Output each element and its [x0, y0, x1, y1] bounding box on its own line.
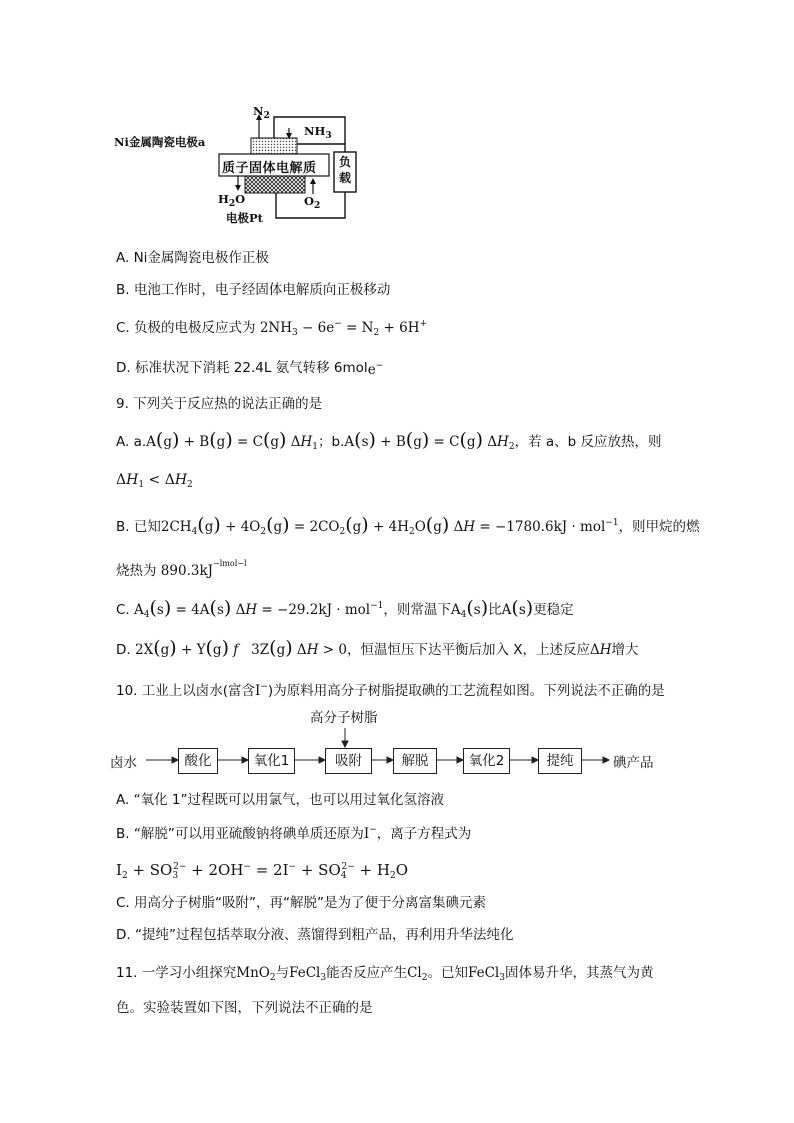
flow-step-adsorb: 吸附 [325, 748, 372, 774]
electrolyte-label: 质子固体电解质 [222, 161, 317, 176]
q8-option-b: B. 电池工作时，电子经固体电解质向正极移动 [116, 282, 391, 298]
q10-stem: 10. 工业上以卤水(富含I−)为原料用高分子树脂提取碘的工艺流程如图。下列说法不正确的是 [116, 682, 665, 699]
iodine-process-flowchart [110, 706, 710, 776]
flow-step-oxidize1: 氧化1 [248, 748, 295, 774]
electrode-a-label: Ni金属陶瓷电极a [114, 135, 206, 149]
flow-step-desorb: 解脱 [393, 748, 437, 774]
load-label: 负载 [339, 155, 352, 185]
q9-stem: 9. 下列关于反应热的说法正确的是 [116, 396, 323, 412]
flow-input-label: 卤水 [110, 755, 137, 771]
q9-option-b: B. 已知$2CH_4(g) + 4O_2(g) = 2CO_2(g) + 4H_2O(g) \Delta H = -1780.6kJ \cdot mol^{-1}$，则甲烷的燃 [116, 514, 700, 537]
n2-label: $N_2$ [253, 104, 270, 121]
q9-option-d: D. 2X(g) + Y(g) f 3Z(g) ΔH > 0，恒温恒压下达平衡后加入 X，上述反应ΔH增大 [116, 637, 639, 659]
o2-label: $O_2$ [304, 194, 321, 211]
q9-option-b-cont: 烧热为 $890.3kJ^{-lmol-l}$ [116, 559, 247, 579]
q11-stem-line1: 11. 一学习小组探究MnO$_2$与FeCl$_3$能否反应产生$Cl_2$。已知FeCl$_3$固体易升华，其蒸气为黄 [116, 965, 654, 983]
q9-option-c: C. $A_4(s) = 4A(s) \Delta H = -29.2kJ \cdot mol^{-1}$，则常温下$A_4(s)$比A(s)更稳定 [116, 597, 574, 620]
flow-step-acidify: 酸化 [178, 748, 218, 774]
q10-option-d: D. “提纯”过程包括萃取分液、蒸馏得到粗产品，再利用升华法纯化 [116, 927, 514, 943]
q10-option-a: A. “氧化 1”过程既可以用氯气，也可以用过氧化氢溶液 [116, 792, 444, 808]
nh3-label: $NH_3$ [304, 124, 332, 141]
electrode-pt-label: 电极Pt [226, 211, 263, 225]
electrode-a-block [251, 138, 297, 154]
q9-option-a: A. a.A(g) + B(g) = C(g) $\Delta H_1$；b.A(s) + B(g) = C(g) $\Delta H_2$，若 a、b 反应放热，则 [116, 429, 662, 452]
fuel-cell-diagram [114, 104, 364, 232]
flow-step-oxidize2: 氧化2 [463, 748, 510, 774]
q9-option-a-cont: $\Delta H_1 < \Delta H_2$ [116, 472, 193, 490]
h2o-label: $H_2O$ [218, 192, 246, 209]
q8-option-d: D. 标准状况下消耗 22.4L 氨气转移 6mole− [116, 360, 384, 378]
flow-output-label: 碘产品 [613, 755, 654, 771]
flow-resin-label: 高分子树脂 [310, 710, 378, 726]
q10-option-c: C. 用高分子树脂“吸附”，再“解脱”是为了便于分离富集碘元素 [116, 895, 486, 911]
q10-option-b: B. “解脱”可以用亚硫酸钠将碘单质还原为I−，离子方程式为 [116, 825, 472, 842]
q10-option-b-equation: $I_2 + SO_3^{2-} + 2OH^- = 2I^- + SO_4^{2-} + H_2O$ [116, 861, 409, 881]
q8-option-c: C. 负极的电极反应式为 $2NH_3 - 6e^- = N_2 + 6H^+$ [116, 319, 428, 338]
flow-step-purify: 提纯 [538, 748, 582, 774]
electrode-pt-block [245, 176, 305, 193]
q11-stem-line2: 色。实验装置如下图，下列说法不正确的是 [116, 1000, 373, 1016]
q8-option-a: A. Ni金属陶瓷电极作正极 [116, 250, 269, 266]
